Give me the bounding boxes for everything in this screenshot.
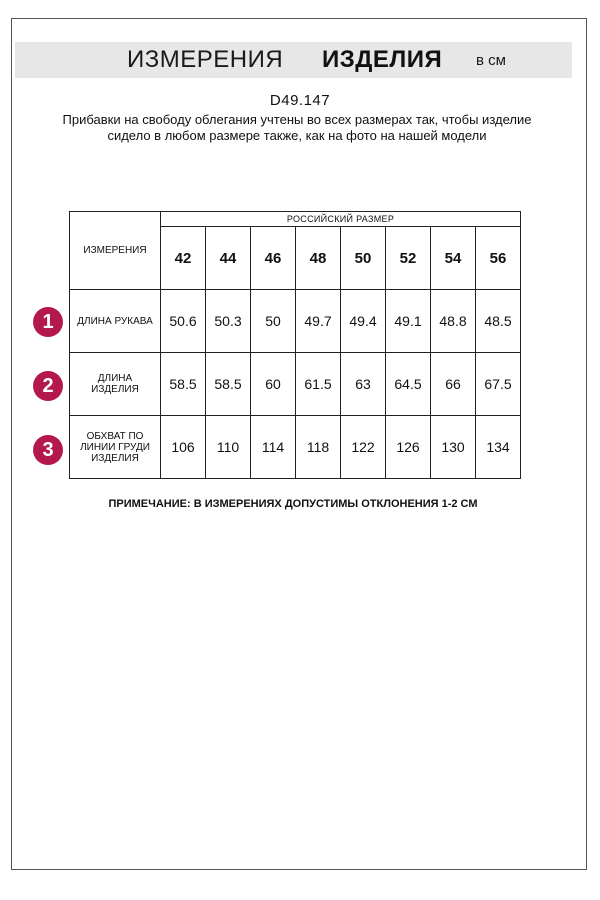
title-measurements: ИЗМЕРЕНИЯ [127, 46, 284, 73]
cell-value: 67.5 [476, 353, 521, 416]
cell-value: 106 [161, 416, 206, 479]
cell-value: 58.5 [206, 353, 251, 416]
table-header-row [70, 212, 521, 227]
cell-value: 49.7 [296, 290, 341, 353]
cell-value: 50.6 [161, 290, 206, 353]
cell-value: 66 [431, 353, 476, 416]
cell-value: 58.5 [161, 353, 206, 416]
size-header: 50 [341, 227, 386, 290]
cell-value: 126 [386, 416, 431, 479]
cell-value: 61.5 [296, 353, 341, 416]
size-header: 56 [476, 227, 521, 290]
size-header: 46 [251, 227, 296, 290]
cell-value: 48.5 [476, 290, 521, 353]
cell-value: 50.3 [206, 290, 251, 353]
size-header: 54 [431, 227, 476, 290]
measurements-header: ИЗМЕРЕНИЯ [70, 212, 161, 290]
cell-value: 118 [296, 416, 341, 479]
size-header: 48 [296, 227, 341, 290]
cell-value: 48.8 [431, 290, 476, 353]
table-row [70, 416, 521, 479]
size-header: 52 [386, 227, 431, 290]
cell-value: 130 [431, 416, 476, 479]
row-label: ДЛИНА ИЗДЕЛИЯ [70, 353, 161, 416]
badge-3: 3 [33, 435, 63, 465]
title-unit: в см [476, 52, 506, 69]
row-label: ДЛИНА РУКАВА [70, 290, 161, 353]
cell-value: 134 [476, 416, 521, 479]
cell-value: 49.4 [341, 290, 386, 353]
table-row [70, 290, 521, 353]
size-header: 44 [206, 227, 251, 290]
title-product: ИЗДЕЛИЯ [322, 46, 443, 73]
size-table [69, 211, 521, 479]
badge-2: 2 [33, 371, 63, 401]
cell-value: 122 [341, 416, 386, 479]
cell-value: 60 [251, 353, 296, 416]
cell-value: 114 [251, 416, 296, 479]
cell-value: 110 [206, 416, 251, 479]
footnote: ПРИМЕЧАНИЕ: В ИЗМЕРЕНИЯХ ДОПУСТИМЫ ОТКЛОНЕНИЯ 1-2 СМ [108, 498, 478, 510]
cell-value: 63 [341, 353, 386, 416]
product-code: D49.147 [269, 92, 331, 109]
cell-value: 50 [251, 290, 296, 353]
size-header: 42 [161, 227, 206, 290]
row-label: ОБХВАТ ПО ЛИНИИ ГРУДИ ИЗДЕЛИЯ [70, 416, 161, 479]
size-group-header: РОССИЙСКИЙ РАЗМЕР [161, 212, 521, 227]
badge-1: 1 [33, 307, 63, 337]
table-row [70, 353, 521, 416]
cell-value: 64.5 [386, 353, 431, 416]
intro-text: Прибавки на свободу облегания учтены во всех размерах так, чтобы изделие сидело в любом размере также, как на фото на нашей модели [62, 112, 532, 143]
cell-value: 49.1 [386, 290, 431, 353]
